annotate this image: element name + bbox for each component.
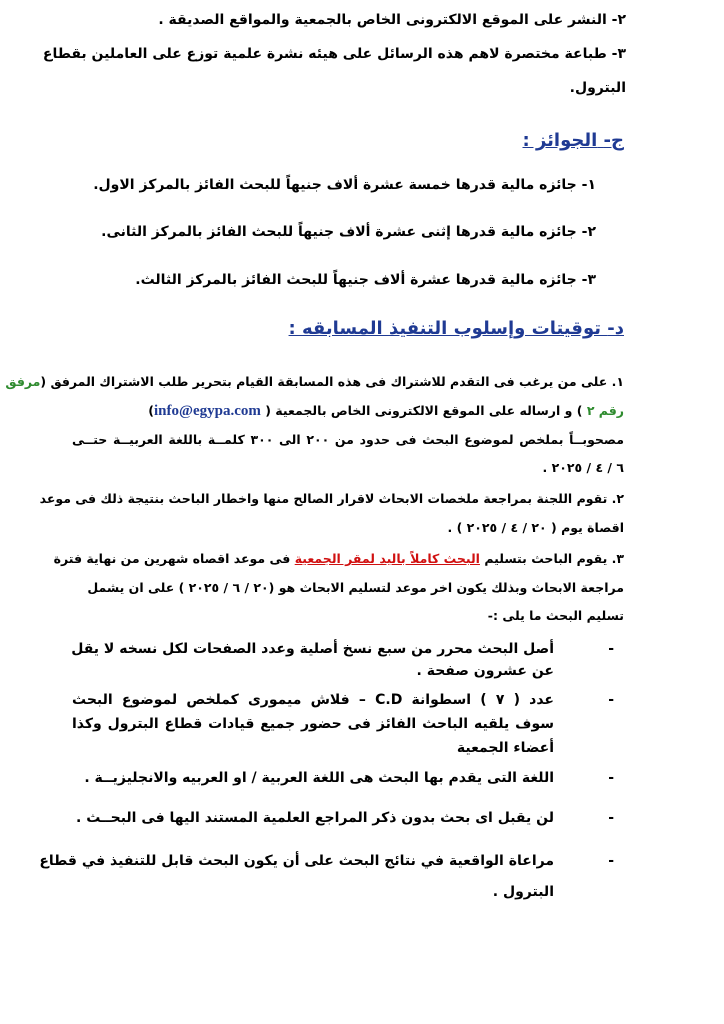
bullet-dash: - (608, 692, 614, 708)
timing-heading (0, 318, 624, 339)
prize-item-2: ٢- جائزه مالية قدرها إثنى عشرة ألاف جنيهاً للبحث الفائز بالمركز الثانى. (101, 224, 596, 240)
timing-item-1-line-3: مصحوبــاً بملخص لموضوع البحث فى حدود من ٢٠٠ الى ٣٠٠ كلمــة باللغة العربيــة حتــى (72, 432, 624, 447)
bullet-dash: - (608, 853, 614, 869)
prize-item-1: ١- جائزه مالية قدرها خمسة عشرة ألاف جنيهاً للبحث الفائز بالمركز الاول. (93, 177, 596, 193)
bullet-2-line-3: أعضاء الجمعية (456, 740, 554, 756)
timing-item-2-line-2: اقصاة يوم ( ٢٠ / ٤ / ٢٠٢٥ ) . (447, 520, 624, 535)
line-print-cont: البترول. (569, 80, 626, 96)
bullet-dash: - (608, 641, 614, 657)
bullet-5-line-1: مراعاة الواقعية في نتائج البحث على أن يكون البحث قابل للتنفيذ في قطاع (39, 853, 554, 869)
bullet-3-line-1: اللغة التى يقدم بها البحث هى اللغة العربية / او العربيه والانجليزيــة . (84, 770, 554, 786)
bullet-1-line-2: عن عشرون صفحة . (416, 663, 554, 679)
timing-item-1-line-1: ١. على من يرغب فى التقدم للاشتراك فى هذه المسابقة القيام بتحرير طلب الاشتراك المرفق (مرفق (5, 374, 624, 389)
bullet-dash: - (608, 810, 614, 826)
timing-item-2-line-1: ٢. تقوم اللجنة بمراجعة ملخصات الابحاث لاقرار الصالح منها واخطار الباحث بنتيجة ذلك فى موعد (39, 491, 624, 506)
bullet-1-line-1: أصل البحث محرر من سبع نسخ أصلية وعدد الصفحات لكل نسخه لا يقل (71, 641, 554, 657)
bullet-dash: - (608, 770, 614, 786)
bullet-2-line-1: عدد ( ٧ ) اسطوانة C.D – فلاش ميمورى كملخص لموضوع البحث (72, 692, 554, 708)
timing-prefix: د- (607, 318, 624, 339)
annex-number: رقم ٢ (586, 403, 624, 418)
timing-item-3-line-3: تسليم البحث ما يلى :- (487, 608, 624, 623)
highlight-hand-delivery: البحث كاملاً باليد لمقر الجمعية (294, 551, 480, 566)
prize-item-3: ٣- جائزه مالية قدرها عشرة ألاف جنيهاً للبحث الفائز بالمركز الثالث. (135, 272, 596, 288)
annex-label: مرفق (5, 374, 41, 389)
prizes-prefix: ج- (603, 130, 624, 151)
timing-item-3-line-2: مراجعة الابحاث وبذلك يكون اخر موعد لتسليم الابحاث هو (٢٠ / ٦ / ٢٠٢٥ ) على ان يشمل (87, 580, 624, 595)
prizes-heading (0, 130, 624, 151)
timing-title: توقيتات وإسلوب التنفيذ المسابقه : (288, 318, 601, 339)
line-publish: ٢- النشر على الموقع الالكترونى الخاص بالجمعية والمواقع الصديقة . (158, 12, 626, 28)
bullet-2-line-2: سوف يلقيه الباحث الفائز فى حضور جميع قيادات قطاع البترول وكذا (72, 716, 554, 732)
bullet-4-line-1: لن يقبل اى بحث بدون ذكر المراجع العلمية المستند اليها فى البحــث . (76, 810, 554, 826)
bullet-5-line-2: البترول . (492, 884, 554, 900)
timing-item-1-line-2: رقم ٢ ) و ارساله على الموقع الالكترونى الخاص بالجمعية ( info@egypa.com) (148, 403, 624, 419)
line-print: ٣- طباعة مختصرة لاهم هذه الرسائل على هيئه نشرة علمية توزع على العاملين بقطاع (42, 46, 626, 62)
timing-item-3-line-1: ٣. يقوم الباحث بتسليم البحث كاملاً باليد لمقر الجمعية فى موعد اقصاه شهرين من نهاية فترة (53, 551, 624, 566)
email-link[interactable]: info@egypa.com (154, 403, 261, 419)
prizes-title: الجوائز : (522, 130, 598, 151)
timing-item-1-line-4: ٦ / ٤ / ٢٠٢٥ . (542, 460, 624, 475)
